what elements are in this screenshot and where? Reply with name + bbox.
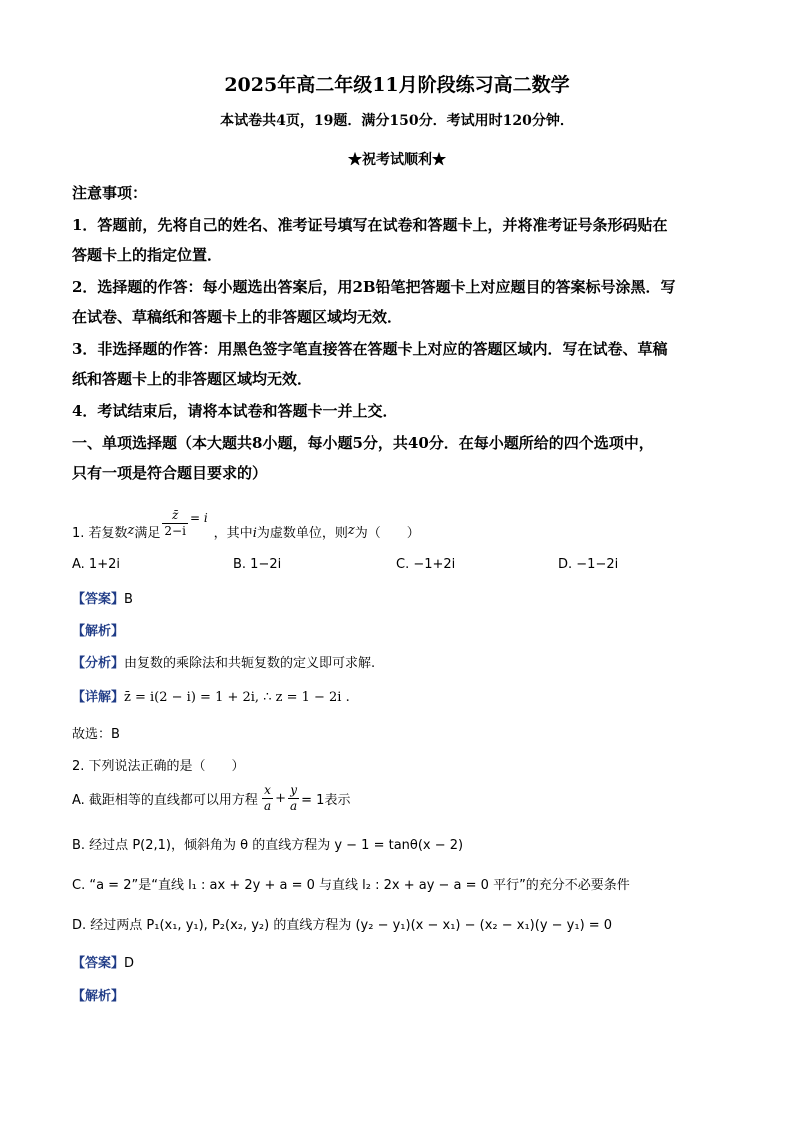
q1-detail-text: z̄ = i(2 − i) = 1 + 2i, ∴ z = 1 − 2i .: [124, 690, 350, 705]
q2-analysis-tag: 【解析】: [72, 989, 125, 1004]
q2-answer: [72, 952, 134, 971]
question-2-stem: 2. 下列说法正确的是（ ）: [72, 759, 245, 774]
note-3-line-1: 3．非选择题的作答：用黑色签字笔直接答在答题卡上对应的答题区域内．写在试卷、草稿: [72, 340, 668, 358]
good-luck-line: ★祝考试顺利★: [348, 152, 446, 168]
q2-answer-tag: 【答案】: [72, 956, 125, 971]
q1-after2: 为虚数单位，则: [256, 526, 348, 541]
q1-mid: 满足: [134, 526, 161, 541]
q1-answer-value: B: [124, 592, 133, 607]
q1-frac-denominator: 2−i: [164, 524, 186, 538]
q2-a-fraction-x: [262, 783, 273, 814]
q2-a-fraction-y: [288, 783, 299, 814]
q1-option-b: B. 1−2i: [233, 557, 282, 572]
q1-eq: = i: [189, 511, 208, 525]
q2-a-frac-x-num: x: [262, 783, 273, 799]
q2-a-prefix: A. 截距相等的直线都可以用方程: [72, 792, 258, 808]
section-1-heading-line-2: 只有一项是符合题目要求的）: [72, 464, 268, 482]
q1-option-d: D. −1−2i: [558, 557, 619, 572]
q1-fraction: [162, 508, 188, 539]
note-2-line-2: 在试卷、草稿纸和答题卡上的非答题区域均无效．: [72, 308, 403, 326]
section-1-heading-line-1: 一、单项选择题（本大题共8小题，每小题5分，共40分．在每小题所给的四个选项中，: [72, 434, 654, 452]
q2-a-frac-y-num: y: [288, 783, 299, 799]
q1-option-a: A. 1+2i: [72, 557, 120, 572]
note-3-line-2: 纸和答题卡上的非答题区域均无效．: [72, 370, 313, 388]
question-1-stem: [72, 497, 420, 541]
note-1-line-1: 1．答题前，先将自己的姓名、准考证号填写在试卷和答题卡上，并将准考证号条形码贴在: [72, 216, 668, 234]
q1-detail: [72, 686, 350, 705]
q1-choice: 故选：B: [72, 727, 120, 742]
note-4-line-1: 4．考试结束后，请将本试卷和答题卡一并上交．: [72, 402, 398, 420]
note-1-line-2: 答题卡上的指定位置．: [72, 246, 223, 264]
q1-i: i: [252, 526, 257, 541]
q2-option-a: A. 截距相等的直线都可以用方程 $\frac{x}{a}$ + $\frac{y}{a}$ = 1表示: [72, 782, 351, 813]
note-2-line-1: 2．选择题的作答：每小题选出答案后，用2B铅笔把答题卡上对应题目的答案标号涂黑．写: [72, 278, 676, 296]
q2-a-frac-x-den: a: [263, 798, 272, 813]
q2-a-suffix: = 1表示: [301, 792, 351, 808]
q2-option-d: D. 经过两点 P₁(x₁, y₁), P₂(x₂, y₂) 的直线方程为 (y₂ − y₁)(x − x₁) − (x₂ − x₁)(y − y₁) = 0: [72, 918, 613, 933]
q1-fenxi-text: 由复数的乘除法和共轭复数的定义即可求解.: [124, 656, 376, 671]
q1-answer-tag: 【答案】: [72, 592, 125, 607]
q1-z: z: [347, 523, 355, 538]
q1-after: ，其中: [213, 526, 253, 541]
q1-frac-numerator: z̄: [162, 508, 188, 524]
q1-prefix: 1. 若复数: [72, 526, 128, 541]
q1-detail-tag: 【详解】: [72, 690, 125, 705]
q2-option-c: C. “a = 2”是“直线 l₁ : ax + 2y + a = 0 与直线 l₂ : 2x + ay − a = 0 平行”的充分不必要条件: [72, 878, 630, 893]
q1-fenxi-tag: 【分析】: [72, 656, 125, 671]
exam-info: 本试卷共4页，19题．满分150分．考试用时120分钟．: [220, 113, 574, 129]
q1-var-z: z: [127, 523, 135, 538]
page-title: 2025年高二年级11月阶段练习高二数学: [224, 74, 570, 96]
q2-option-b: B. 经过点 P(2,1)，倾斜角为 θ 的直线方程为 y − 1 = tanθ(x − 2): [72, 838, 464, 853]
q1-option-c: C. −1+2i: [396, 557, 456, 572]
q1-end: 为（ ）: [354, 526, 420, 541]
q1-analysis-tag: 【解析】: [72, 624, 125, 639]
notes-heading: 注意事项：: [72, 184, 148, 202]
q1-answer: [72, 588, 133, 607]
q2-answer-value: D: [124, 956, 135, 971]
q2-a-frac-y-den: a: [290, 798, 298, 813]
q1-fenxi: [72, 652, 375, 671]
